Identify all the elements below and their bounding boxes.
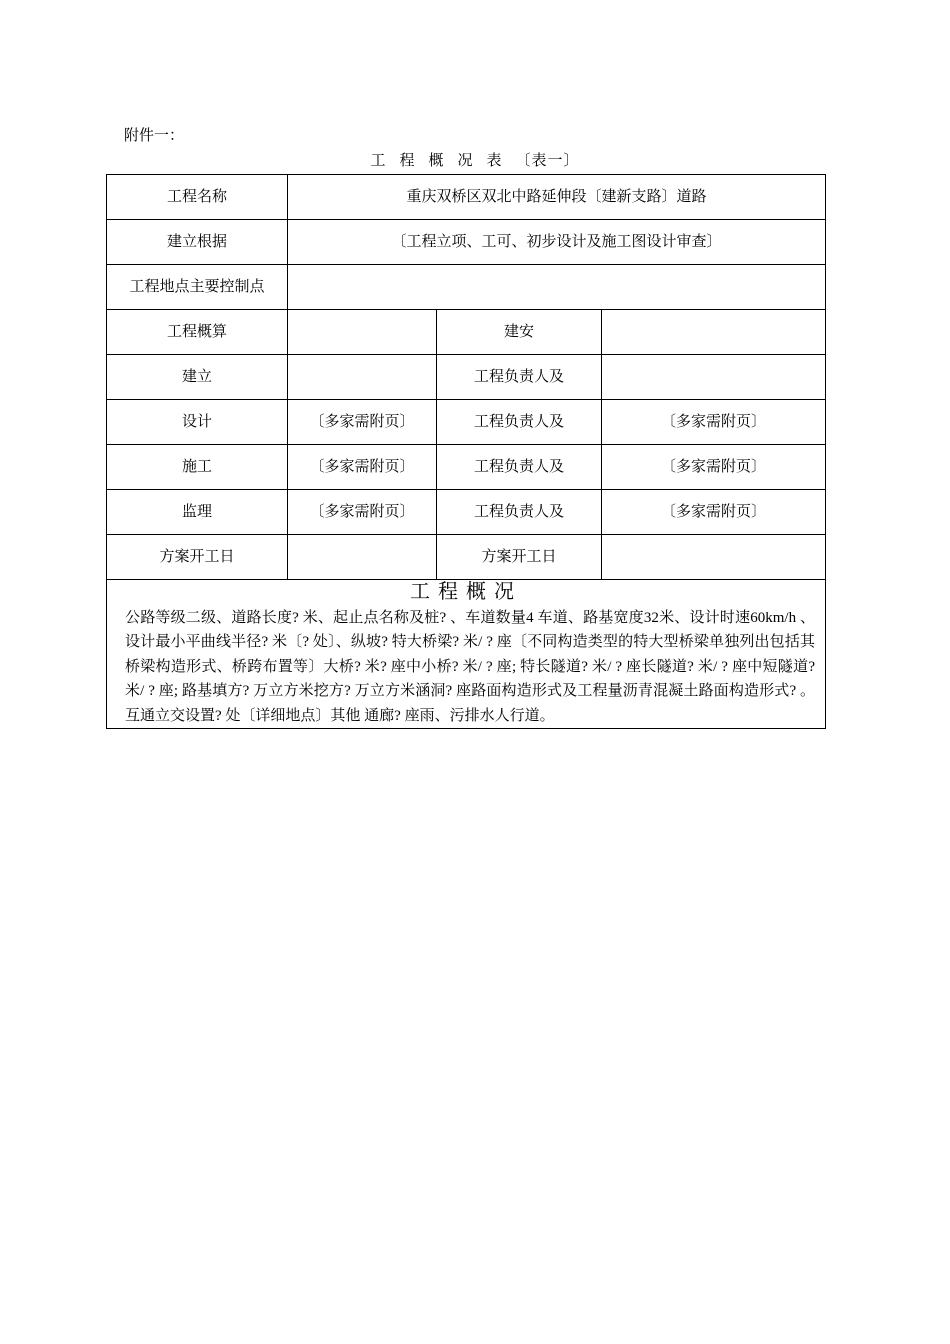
project-name-value: 重庆双桥区双北中路延伸段〔建新支路〕道路 bbox=[288, 175, 826, 220]
table-row bbox=[107, 175, 826, 220]
budget-value bbox=[288, 310, 437, 355]
budget-label: 工程概算 bbox=[107, 310, 288, 355]
table-row bbox=[107, 490, 826, 535]
planned-start-label: 方案开工日 bbox=[107, 535, 288, 580]
basis-value: 〔工程立项、工可、初步设计及施工图设计审查〕 bbox=[288, 220, 826, 265]
table-title bbox=[0, 151, 950, 171]
construction-value: 〔多家需附页〕 bbox=[288, 445, 437, 490]
project-overview-table bbox=[106, 174, 826, 729]
table-row bbox=[107, 265, 826, 310]
supervision-label: 监理 bbox=[107, 490, 288, 535]
builder-manager-label: 工程负责人及 bbox=[437, 355, 602, 400]
table-row bbox=[107, 580, 826, 729]
planned-start-value-2 bbox=[602, 535, 826, 580]
table-row bbox=[107, 310, 826, 355]
control-points-value bbox=[288, 265, 826, 310]
table-row bbox=[107, 220, 826, 265]
builder-manager-value bbox=[602, 355, 826, 400]
design-manager-value: 〔多家需附页〕 bbox=[602, 400, 826, 445]
construction-install-value bbox=[602, 310, 826, 355]
planned-start-label-2: 方案开工日 bbox=[437, 535, 602, 580]
table-title-suffix: 〔表一〕 bbox=[515, 153, 580, 169]
construction-manager-value: 〔多家需附页〕 bbox=[602, 445, 826, 490]
control-points-label: 工程地点主要控制点 bbox=[107, 265, 288, 310]
design-label: 设计 bbox=[107, 400, 288, 445]
builder-value bbox=[288, 355, 437, 400]
table-row bbox=[107, 535, 826, 580]
construction-label: 施工 bbox=[107, 445, 288, 490]
project-name-label: 工程名称 bbox=[107, 175, 288, 220]
basis-label: 建立根据 bbox=[107, 220, 288, 265]
table-row bbox=[107, 355, 826, 400]
attachment-label: 附件一： bbox=[124, 128, 185, 144]
construction-install-label: 建安 bbox=[437, 310, 602, 355]
planned-start-value bbox=[288, 535, 437, 580]
summary-title: 工程概况 bbox=[410, 581, 522, 603]
summary-cell bbox=[107, 580, 826, 729]
design-manager-label: 工程负责人及 bbox=[437, 400, 602, 445]
summary-text: 公路等级二级、道路长度? 米、起止点名称及桩? 、车道数量4 车道、路基宽度32米、设计时速60km/h 、设计最小平曲线半径? 米〔? 处〕、纵坡? 特大桥梁? 米/ ? 座〔不同构造类型的特大型桥梁单独列出包括其桥梁构造形式、桥跨布置等〕大桥? 米? 座中小桥? 米/ ? 座; 特长隧道? 米/ ? 座长隧道? 米/ ? 座中短隧道? 米/ ? 座; 路基填方? 万立方米挖方? 万立方米涵洞? 座路面构造形式及工程量沥青混凝土路面构造形式? 。互通立交设置? 处〔详细地点〕其他 通廊? 座雨、污排水人行道。 bbox=[125, 610, 816, 724]
supervision-manager-label: 工程负责人及 bbox=[437, 490, 602, 535]
builder-label: 建立 bbox=[107, 355, 288, 400]
table-row bbox=[107, 400, 826, 445]
supervision-value: 〔多家需附页〕 bbox=[288, 490, 437, 535]
construction-manager-label: 工程负责人及 bbox=[437, 445, 602, 490]
table-row bbox=[107, 445, 826, 490]
design-value: 〔多家需附页〕 bbox=[288, 400, 437, 445]
table-title-main: 工程概况表 bbox=[370, 153, 516, 169]
supervision-manager-value: 〔多家需附页〕 bbox=[602, 490, 826, 535]
